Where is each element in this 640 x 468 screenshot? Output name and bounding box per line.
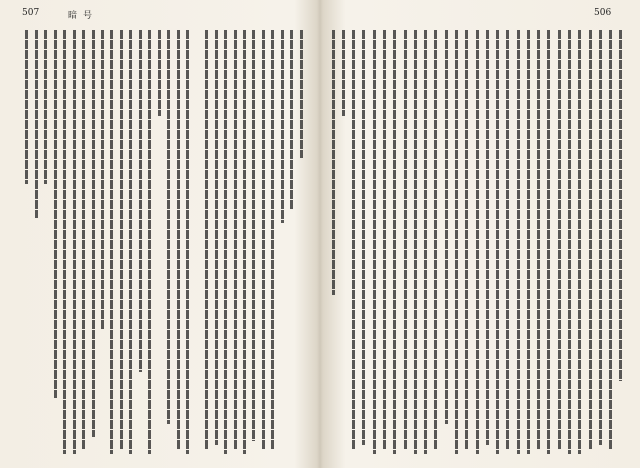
text-column [252, 30, 255, 441]
text-column [362, 30, 365, 445]
text-column [290, 30, 293, 210]
text-column [424, 30, 427, 454]
text-column [25, 30, 28, 184]
text-column [332, 30, 335, 295]
text-column [243, 30, 246, 454]
text-block-right [328, 30, 626, 458]
text-column [578, 30, 581, 454]
text-column [139, 30, 142, 372]
text-column [110, 30, 113, 454]
text-column [434, 30, 437, 449]
text-column [224, 30, 227, 454]
text-column [414, 30, 417, 454]
text-column [558, 30, 561, 449]
text-column [167, 30, 170, 424]
text-column [496, 30, 499, 454]
left-page [0, 0, 318, 468]
text-column [73, 30, 76, 454]
text-column [148, 30, 151, 454]
text-column [455, 30, 458, 454]
text-column [234, 30, 237, 449]
text-column [599, 30, 602, 445]
text-column [120, 30, 123, 449]
text-column [82, 30, 85, 449]
text-column [205, 30, 208, 449]
text-column [517, 30, 520, 454]
text-column [300, 30, 303, 158]
text-column [158, 30, 161, 116]
text-column [63, 30, 66, 454]
text-column [35, 30, 38, 218]
text-column [262, 30, 265, 449]
text-column [527, 30, 530, 454]
running-title: 暗号 [68, 11, 99, 21]
page-number-right: 506 [594, 8, 612, 18]
text-column [589, 30, 592, 449]
text-column [177, 30, 180, 449]
text-column [92, 30, 95, 437]
text-column [44, 30, 47, 184]
page-number-left: 507 [22, 8, 40, 18]
text-column [373, 30, 376, 454]
text-block-left [22, 30, 306, 458]
right-page [322, 0, 640, 468]
text-column [342, 30, 345, 116]
text-column [568, 30, 571, 454]
text-column [393, 30, 396, 454]
text-column [54, 30, 57, 398]
text-column [465, 30, 468, 449]
text-column [476, 30, 479, 454]
text-column [619, 30, 622, 381]
text-column [215, 30, 218, 445]
text-column [506, 30, 509, 449]
text-column [101, 30, 104, 330]
text-column [486, 30, 489, 445]
text-column [129, 30, 132, 454]
text-column [383, 30, 386, 449]
text-column [537, 30, 540, 449]
text-column [186, 30, 189, 454]
text-column [547, 30, 550, 454]
text-column [352, 30, 355, 449]
text-column [445, 30, 448, 424]
text-column [609, 30, 612, 449]
text-column [281, 30, 284, 223]
text-column [271, 30, 274, 449]
text-column [404, 30, 407, 449]
